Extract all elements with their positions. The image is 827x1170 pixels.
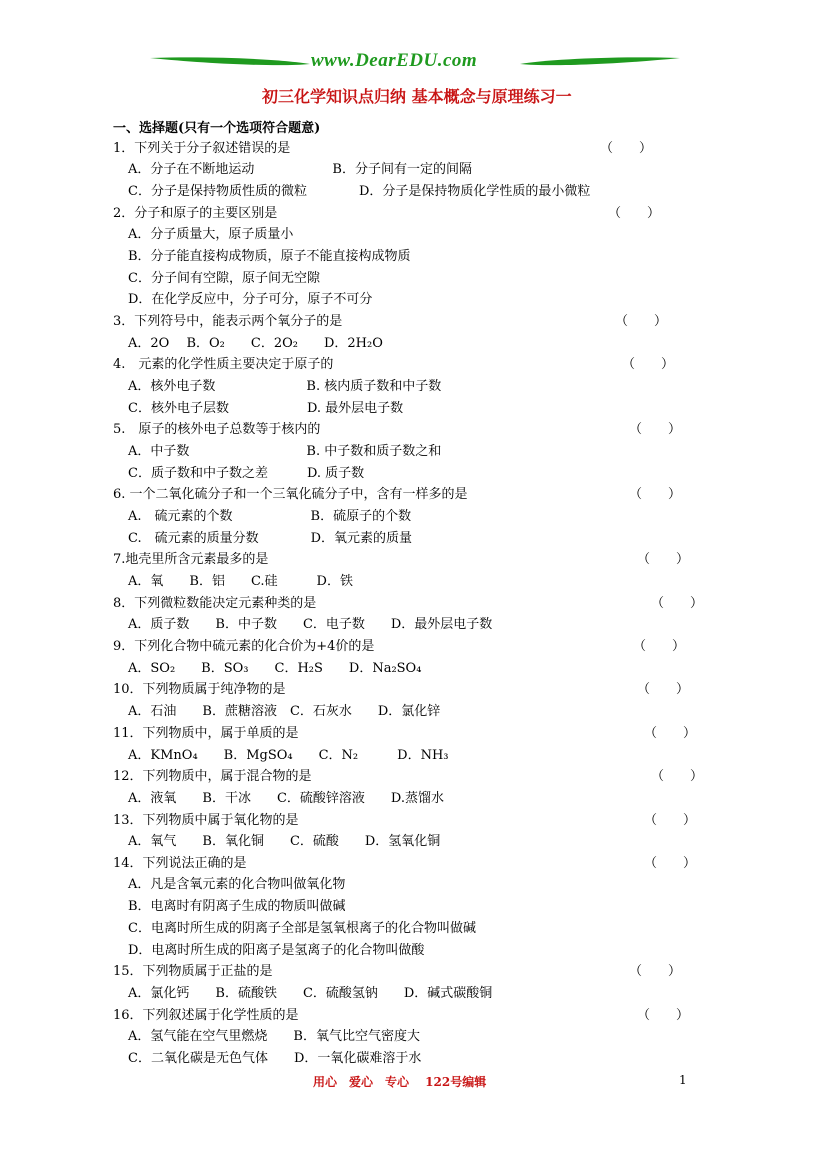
answer-option: D．电离时所生成的阳离子是氢离子的化合物叫做酸 [128,943,425,958]
answer-option: A．凡是含氧元素的化合物叫做氧化物 [128,877,346,892]
answer-option: A．质子数 B．中子数 C．电子数 D．最外层电子数 [128,617,493,632]
question-stem: 15．下列物质属于正盐的是 [113,964,273,979]
answer-option: A．氧气 B．氧化铜 C．硫酸 D．氢氧化铜 [128,834,441,849]
answer-option: A. 硫元素的个数 B．硫原子的个数 [128,509,412,524]
answer-option: A．KMnO₄ B．MgSO₄ C．N₂ D．NH₃ [128,748,449,763]
question-stem: 9．下列化合物中硫元素的化合价为+4价的是 [113,639,375,654]
site-logo-text[interactable]: www.DearEDU.com [311,50,478,71]
answer-blank: （ ） [637,1008,690,1023]
question-stem: 11．下列物质中，属于单质的是 [113,726,299,741]
answer-option: B．电离时有阴离子生成的物质叫做碱 [128,899,346,914]
answer-blank: （ ） [600,141,653,156]
answer-option: A．分子在不断地运动 B．分子间有一定的间隔 [128,162,472,177]
question-stem: 8．下列微粒数能决定元素种类的是 [113,596,317,611]
answer-option: C．质子数和中子数之差 D. 质子数 [128,466,365,481]
question-stem: 1．下列关于分子叙述错误的是 [113,141,291,156]
section-heading: 一、选择题(只有一个选项符合题意) [113,121,321,136]
answer-blank: （ ） [608,206,661,221]
answer-option: C．分子是保持物质性质的微粒 D．分子是保持物质化学性质的最小微粒 [128,184,591,199]
answer-blank: （ ） [644,856,697,871]
answer-blank: （ ） [651,769,704,784]
question-stem: 3．下列符号中，能表示两个氧分子的是 [113,314,343,329]
answer-blank: （ ） [615,314,668,329]
answer-blank: （ ） [637,552,690,567]
answer-option: A．氯化钙 B．硫酸铁 C．硫酸氢钠 D．碱式碳酸铜 [128,986,493,1001]
answer-blank: （ ） [644,726,697,741]
question-stem: 4. 元素的化学性质主要决定于原子的 [113,357,334,372]
question-stem: 13．下列物质中属于氧化物的是 [113,813,299,828]
answer-option: C．电离时所生成的阴离子全部是氢氧根离子的化合物叫做碱 [128,921,476,936]
answer-blank: （ ） [629,487,682,502]
question-stem: 10．下列物质属于纯净物的是 [113,682,286,697]
document-title: 初三化学知识点归纳 基本概念与原理练习一 [262,87,572,106]
answer-option: C．二氧化碳是无色气体 D．一氧化碳难溶于水 [128,1051,422,1066]
question-stem: 2．分子和原子的主要区别是 [113,206,278,221]
page-number: 1 [679,1073,687,1087]
question-stem: 5. 原子的核外电子总数等于核内的 [113,422,321,437]
footer-text: 用心 爱心 专心 122号编辑 [313,1075,487,1089]
question-stem: 7.地壳里所含元素最多的是 [113,552,269,567]
answer-blank: （ ） [644,813,697,828]
answer-option: B．分子能直接构成物质，原子不能直接构成物质 [128,249,411,264]
question-stem: 12．下列物质中，属于混合物的是 [113,769,312,784]
answer-option: A．核外电子数 B. 核内质子数和中子数 [128,379,442,394]
answer-option: A．氢气能在空气里燃烧 B．氧气比空气密度大 [128,1029,420,1044]
answer-option: C．分子间有空隙，原子间无空隙 [128,271,320,286]
answer-option: A．分子质量大，原子质量小 [128,227,294,242]
answer-option: A．中子数 B. 中子数和质子数之和 [128,444,442,459]
answer-blank: （ ） [629,964,682,979]
question-stem: 6. 一个二氧化硫分子和一个三氧化硫分子中，含有一样多的是 [113,487,468,502]
answer-blank: （ ） [633,639,686,654]
answer-option: C. 硫元素的质量分数 D．氧元素的质量 [128,531,413,546]
answer-option: C．核外电子层数 D. 最外层电子数 [128,401,404,416]
answer-blank: （ ） [629,422,682,437]
answer-option: A．液氧 B．干冰 C．硫酸锌溶液 D.蒸馏水 [128,791,444,806]
answer-option: A．石油 B．蔗糖溶液 C．石灰水 D．氯化锌 [128,704,441,719]
answer-option: A．氧 B．铝 C.硅 D．铁 [128,574,353,589]
question-stem: 14．下列说法正确的是 [113,856,247,871]
answer-option: D．在化学反应中，分子可分，原子不可分 [128,292,373,307]
answer-option: A．2O B．O₂ C．2O₂ D．2H₂O [128,336,383,351]
answer-blank: （ ） [637,682,690,697]
answer-blank: （ ） [622,357,675,372]
answer-blank: （ ） [651,596,704,611]
answer-option: A．SO₂ B．SO₃ C．H₂S D．Na₂SO₄ [128,661,422,676]
question-stem: 16．下列叙述属于化学性质的是 [113,1008,299,1023]
